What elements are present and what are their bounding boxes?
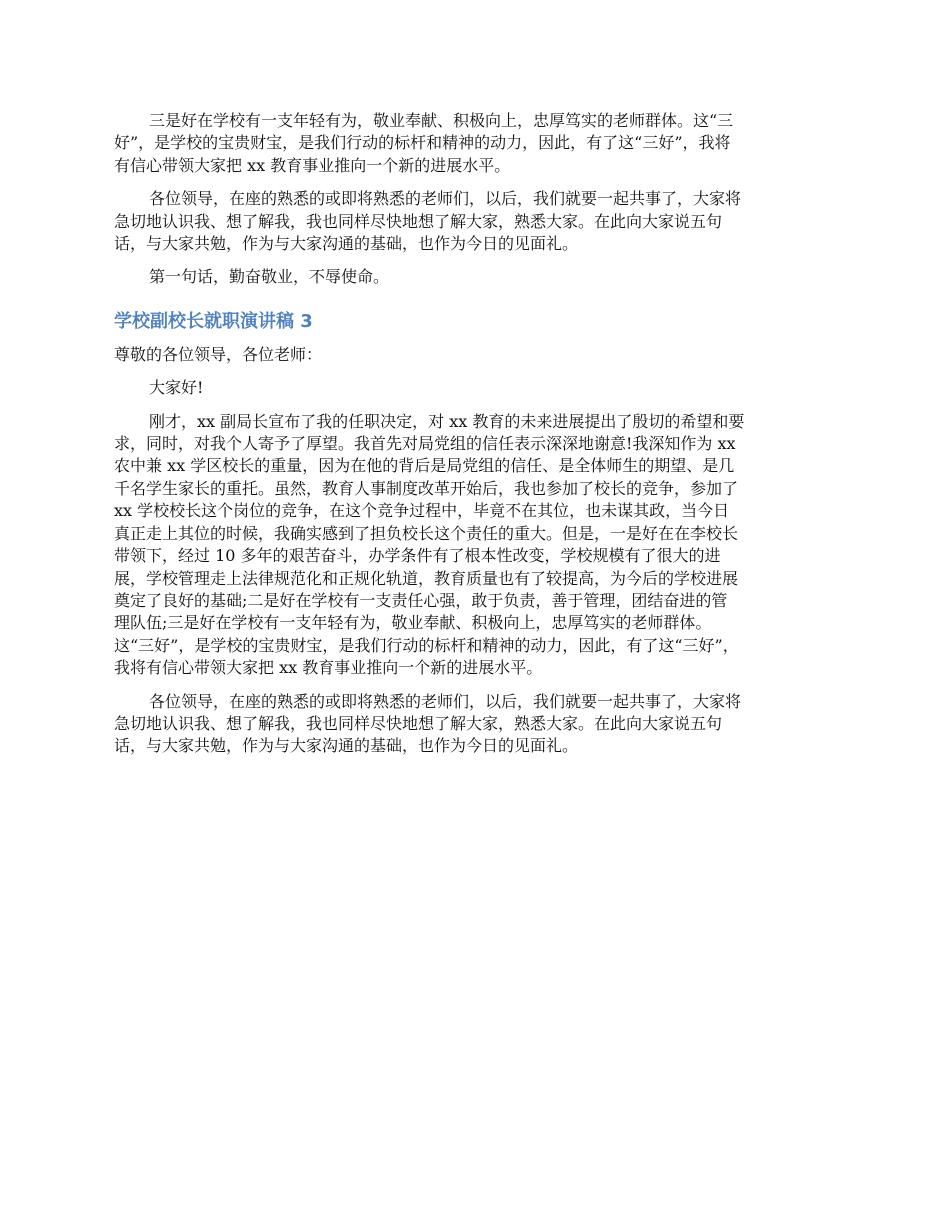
paragraph-address-colleagues: 各位领导，在座的熟悉的或即将熟悉的老师们，以后，我们就要一起共事了，大家将 急切地认识我、想了解我，我也同样尽快地想了解大家，熟悉大家。在此向大家说五句 话，与大家共勉，作为与大家沟通的基础，也作为今日的见面礼。 xyxy=(114,189,742,254)
document-page xyxy=(114,110,838,769)
section-heading: 学校副校长就职演讲稿 3 xyxy=(114,310,313,332)
paragraph-appointment: 刚才，xx 副局长宣布了我的任职决定，对 xx 教育的未来进展提出了殷切的希望和要 求，同时，对我个人寄予了厚望。我首先对局党组的信任表示深深地谢意!我深知作为 xx 农中兼 xx 学区校长的重量，因为在他的背后是局党组的信任、是全体师生的期望、是几 千名学生家长的重托。虽然，教育人事制度改革开始后，我也参加了校长的竞争，参加了 xx 学校校长这个岗位的竞争，在这个竞争过程中，毕竟不在其位，也未谋其政，当今日 真正走上其位的时候，我确实感到了担负校长这个责任的重大。但是，一是好在在李校长 带领下，经过 10 多年的艰苦奋斗，办学条件有了根本性改变，学校规模有了很大的进 展，学校管理走上法律规范化和正规化轨道，教育质量也有了较提高，为今后的学校进展 奠定了良好的基础;二是好在学校有一支责任心强，敢于负责，善于管理，团结奋进的管 理队伍;三是好在学校有一支年轻有为，敬业奉献、积极向上，忠厚笃实的老师群体。 这“三好”，是学校的宝贵财宝，是我们行动的标杆和精神的动力，因此，有了这“三好”， 我将有信心带领大家把 xx 教育事业推向一个新的进展水平。 xyxy=(114,411,745,678)
paragraph-closing: 各位领导，在座的熟悉的或即将熟悉的老师们，以后，我们就要一起共事了，大家将 急切地认识我、想了解我，我也同样尽快地想了解大家，熟悉大家。在此向大家说五句 话，与大家共勉，作为与大家沟通的基础，也作为今日的见面礼。 xyxy=(114,691,742,756)
salutation: 尊敬的各位领导，各位老师： xyxy=(114,344,323,364)
greeting: 大家好! xyxy=(149,378,204,398)
paragraph-three-goods: 三是好在学校有一支年轻有为，敬业奉献、积极向上，忠厚笃实的老师群体。这“三 好”，是学校的宝贵财宝，是我们行动的标杆和精神的动力，因此，有了这“三好”，我将 有信心带领大家把 xx 教育事业推向一个新的进展水平。 xyxy=(114,111,734,175)
paragraph-first-sentence: 第一句话，勤奋敬业，不辱使命。 xyxy=(149,267,390,287)
